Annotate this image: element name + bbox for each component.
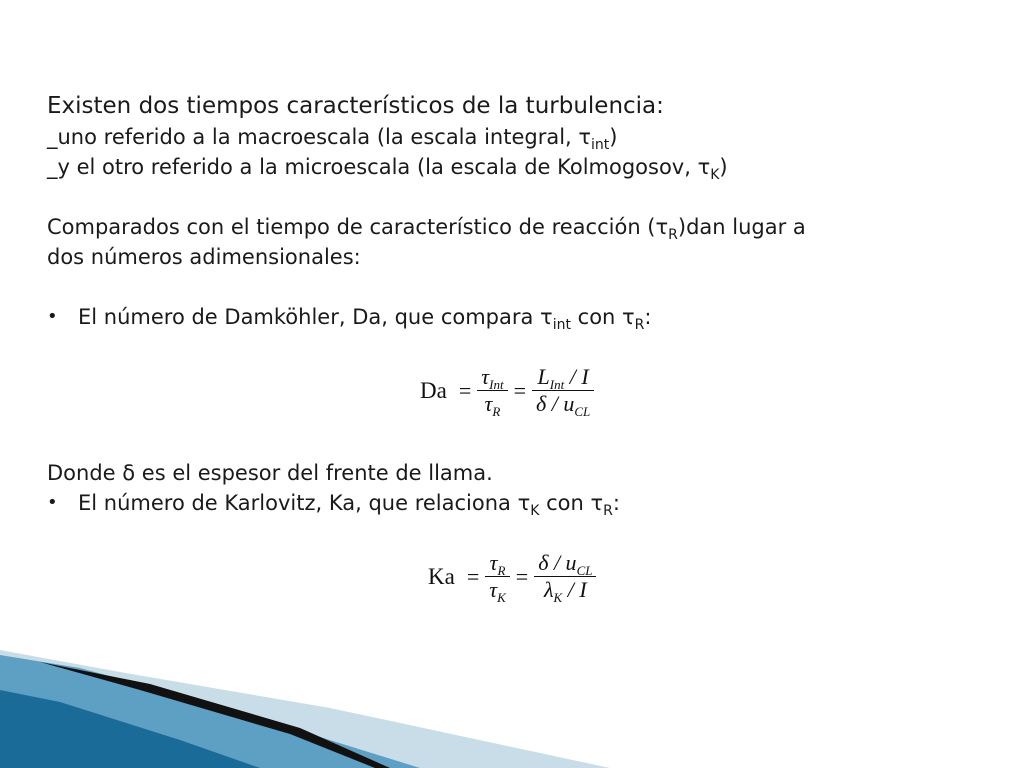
equals-sign: = <box>466 563 480 589</box>
equals-sign: = <box>458 377 472 403</box>
formula-da-lhs: Da <box>420 377 447 403</box>
line-microscale-text: _y el otro referido a la microescala (la escala de Kolmogosov, τ <box>47 155 711 179</box>
fraction-numerator: $\tau_{Int}$ <box>481 364 504 392</box>
fraction-denominator: δ / $u_{CL}$ <box>536 391 591 419</box>
bullet-karlovitz-colon: : <box>612 491 620 515</box>
fraction-numerator: δ / $u_{CL}$ <box>538 550 593 578</box>
tau-k-subscript: K <box>710 167 720 183</box>
paragraph-part1: Comparados con el tiempo de característico de reacción (τ <box>47 215 669 239</box>
paragraph-line2-text: dos números adimensionales: <box>47 245 361 269</box>
tau-k-subscript: K <box>530 503 540 519</box>
line-microscale-close: ) <box>719 155 728 179</box>
tau-int-subscript: int <box>552 317 571 333</box>
fraction-numerator: $\tau_R$ <box>489 550 506 578</box>
formula-ka-lhs: Ka <box>428 563 455 589</box>
equals-sign: = <box>515 563 529 589</box>
bullet-damkohler-text2: con τ <box>570 305 635 329</box>
fraction-numerator: $L_{Int}$ / I <box>537 364 589 392</box>
bullet-damkohler-text: El número de Damköhler, Da, que compara τ <box>78 305 553 329</box>
bullet-karlovitz-text: El número de Karlovitz, Ka, que relaciona τ <box>78 491 531 515</box>
heading-text: Existen dos tiempos característicos de la turbulencia: <box>47 93 664 119</box>
bullet-icon: • <box>47 492 58 513</box>
fraction-denominator: $\tau_R$ <box>484 391 501 419</box>
tau-r-subscript: R <box>634 317 645 333</box>
tau-r-subscript: R <box>603 503 613 519</box>
equals-sign: = <box>513 377 526 403</box>
tau-int-subscript: int <box>591 137 610 153</box>
line-macroscale-close: ) <box>609 125 618 149</box>
bullet-damkohler-colon: : <box>644 305 652 329</box>
donde-text: Donde δ es el espesor del frente de llama. <box>47 461 493 485</box>
line-macroscale-text: _uno referido a la macroescala (la escala integral, τ <box>47 125 592 149</box>
bullet-icon: • <box>47 306 58 327</box>
fraction-denominator: $\lambda_K$ / I <box>544 577 587 605</box>
fraction-denominator: $\tau_K$ <box>489 577 506 605</box>
paragraph-part2: )dan lugar a <box>677 215 806 239</box>
tau-r-subscript: R <box>668 227 678 243</box>
bullet-karlovitz-text2: con τ <box>539 491 604 515</box>
